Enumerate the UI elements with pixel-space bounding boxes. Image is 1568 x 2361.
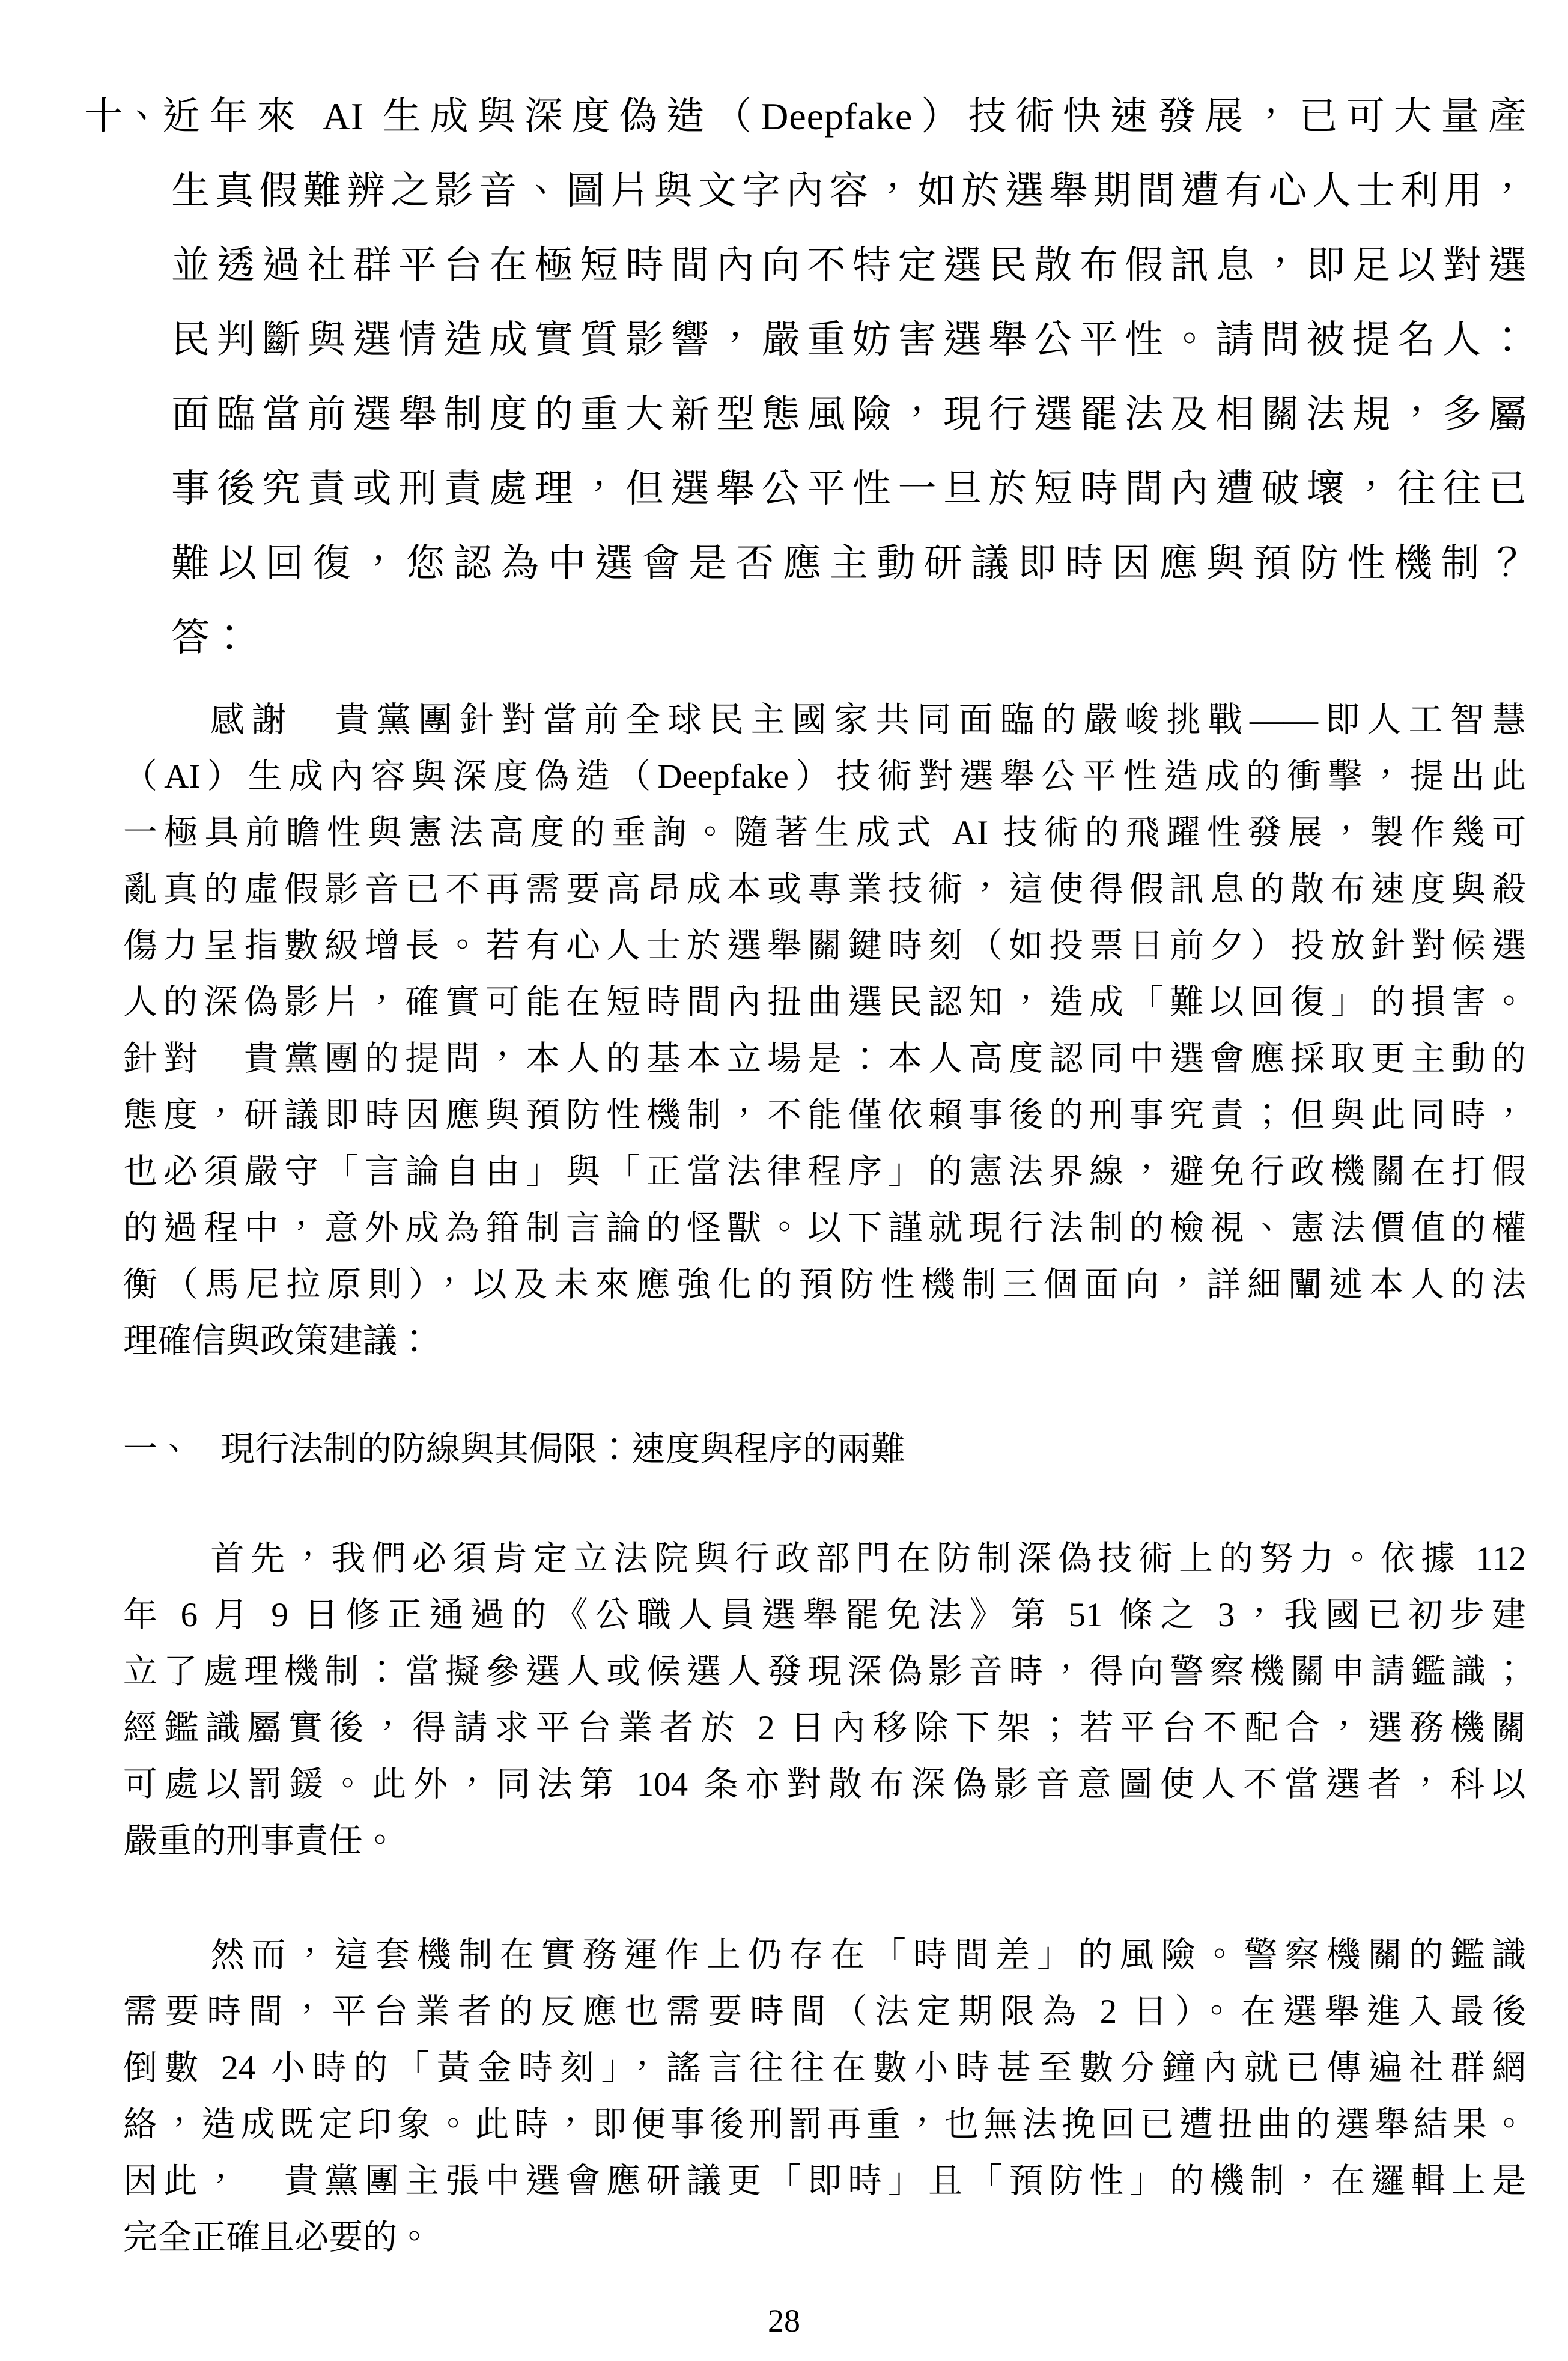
paragraph-line: 經鑑識屬實後，得請求平台業者於 2 日內移除下架；若平台不配合，選務機關 [123,1709,1526,1747]
paragraph-line: 可處以罰鍰。此外，同法第 104 条亦對散布深偽影音意圖使人不當選者，科以 [123,1766,1526,1803]
question-line-2: 生真假難辨之影音、圖片與文字內容，如於選舉期間遭有心人士利用， [171,169,1527,212]
answer-paragraph-3 [123,1927,1526,2266]
answer-paragraph-1 [123,692,1526,1370]
question-section [0,0,1568,675]
paragraph-line: 然而，這套機制在實務運作上仍存在「時間差」的風險。警察機關的鑑識 [210,1936,1526,1974]
page-number: 28 [768,2303,800,2339]
question-line-3: 並透過社群平台在極短時間內向不特定選民散布假訊息，即足以對選 [171,244,1527,287]
section-heading-1 [123,1421,1526,1478]
paragraph-line: 的過程中，意外成為箝制言論的怪獸。以下謹就現行法制的檢視、憲法價值的權 [123,1209,1526,1247]
paragraph-line: （AI）生成內容與深度偽造（Deepfake）技術對選舉公平性造成的衝擊，提出此 [123,758,1526,795]
paragraph-line: 理確信與政策建議： [123,1322,431,1360]
paragraph-line: 人的深偽影片，確實可能在短時間內扭曲選民認知，造成「難以回復」的損害。 [123,983,1526,1021]
paragraph-line: 需要時間，平台業者的反應也需要時間（法定期限為 2 日）。在選舉進入最後 [123,1993,1526,2031]
question-line-5: 面臨當前選舉制度的重大新型態風險，現行選罷法及相關法規，多屬 [171,393,1527,436]
paragraph-line: 完全正確且必要的。 [123,2219,431,2256]
paragraph-line: 態度，研議即時因應與預防性機制，不能僅依賴事後的刑事究責；但與此同時， [123,1096,1526,1134]
paragraph-line: 一極具前瞻性與憲法高度的垂詢。隨著生成式 AI 技術的飛躍性發展，製作幾可 [123,814,1526,852]
paragraph-line: 嚴重的刑事責任。 [123,1822,397,1860]
paragraph-line: 首先，我們必須肯定立法院與行政部門在防制深偽技術上的努力。依據 112 [210,1540,1526,1578]
question-line-7: 難以回復，您認為中選會是否應主動研議即時因應與預防性機制？ [171,542,1527,585]
paragraph-line: 倒數 24 小時的「黃金時刻」，謠言往往在數小時甚至數分鐘內就已傳遍社群網 [123,2049,1526,2087]
answer-label: 答： [171,616,249,659]
answer-paragraph-2 [123,1531,1526,1870]
section-heading-label: 一、 [123,1430,192,1468]
question-line-6: 事後究責或刑責處理，但選舉公平性一旦於短時間內遭破壞，往往已 [171,467,1527,510]
paragraph-line: 絡，造成既定印象。此時，即便事後刑罰再重，也無法挽回已遭扭曲的選舉結果。 [123,2106,1526,2144]
question-number-label: 十、 [84,95,162,138]
paragraph-line: 感謝 貴黨團針對當前全球民主國家共同面臨的嚴峻挑戰——即人工智慧 [210,701,1526,739]
paragraph-line: 年 6 月 9 日修正通過的《公職人員選舉罷免法》第 51 條之 3，我國已初步建 [123,1596,1526,1634]
paragraph-line: 衡（馬尼拉原則），以及未來應強化的預防性機制三個面向，詳細闡述本人的法 [123,1266,1526,1304]
question-line-4: 民判斷與選情造成實質影響，嚴重妨害選舉公平性。請問被提名人： [171,318,1527,361]
paragraph-line: 也必須嚴守「言論自由」與「正當法律程序」的憲法界線，避免行政機關在打假 [123,1153,1526,1191]
question-line-1 [84,79,1527,154]
paragraph-line: 立了處理機制：當擬參選人或候選人發現深偽影音時，得向警察機關申請鑑識； [123,1653,1526,1691]
paragraph-line: 因此， 貴黨團主張中選會應研議更「即時」且「預防性」的機制，在邏輯上是 [123,2162,1526,2200]
section-heading-title: 現行法制的防線與其侷限：速度與程序的兩難 [220,1430,905,1468]
paragraph-line: 亂真的虛假影音已不再需要高昂成本或專業技術，這使得假訊息的散布速度與殺 [123,871,1526,908]
paragraph-line: 針對 貴黨團的提問，本人的基本立場是：本人高度認同中選會應採取更主動的 [123,1040,1526,1078]
question-line-1-text: 近年來 AI 生成與深度偽造（Deepfake）技術快速發展，已可大量產 [162,95,1527,138]
paragraph-line: 傷力呈指數級增長。若有心人士於選舉關鍵時刻（如投票日前夕）投放針對候選 [123,927,1526,965]
answer-section [123,692,1526,2266]
